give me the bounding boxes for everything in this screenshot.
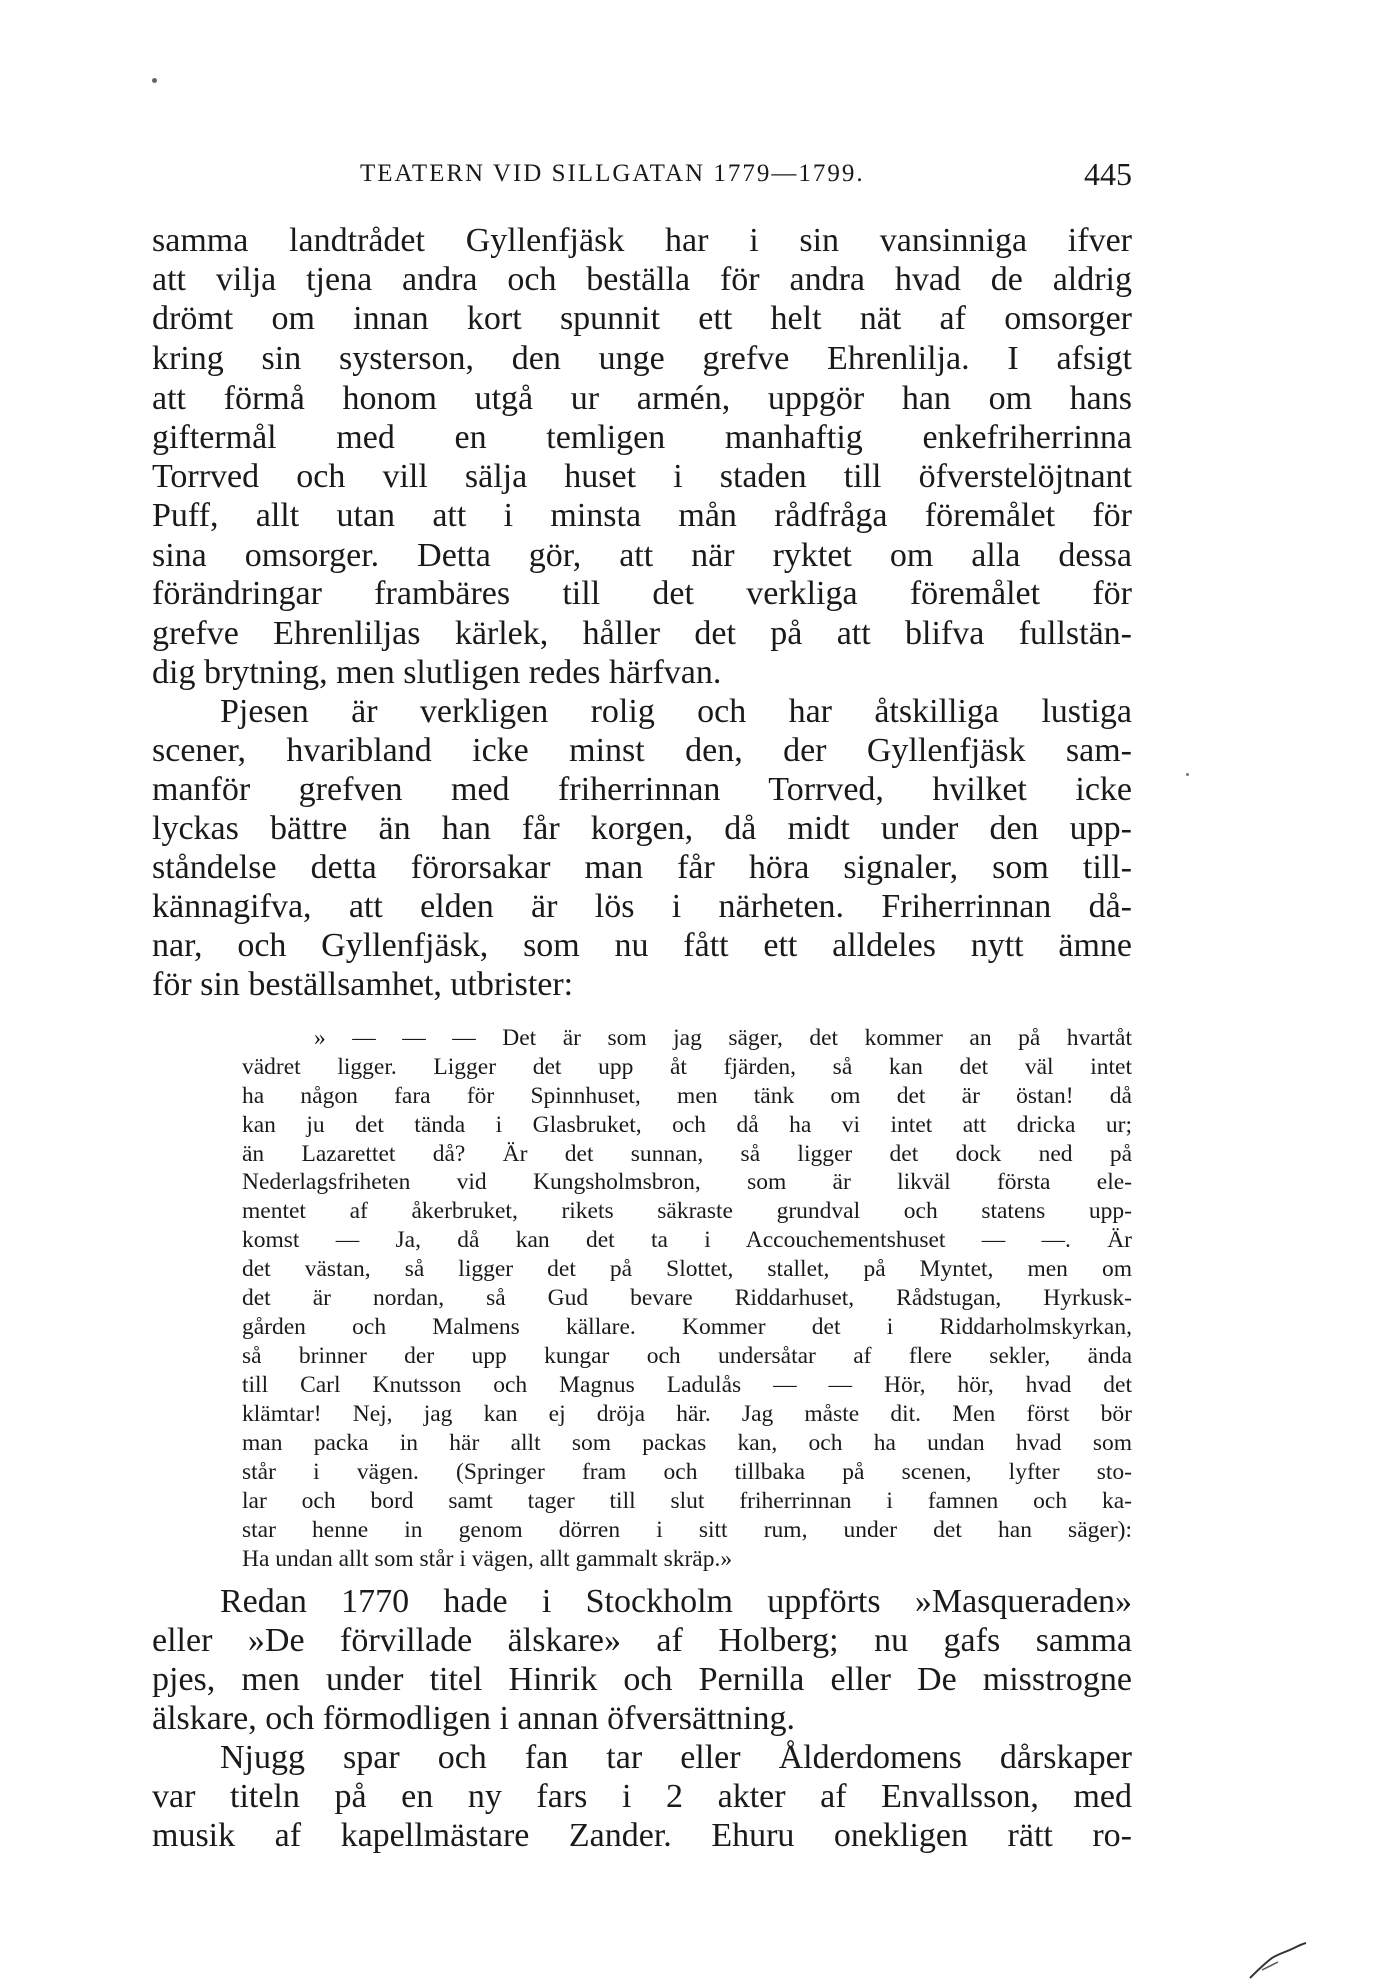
text-line: giftermål med en temligen manhaftig enkefriherrinna	[152, 419, 1132, 456]
quote-line: komst — Ja, då kan det ta i Accouchementshuset — —. Är	[242, 1227, 1132, 1253]
text-line: Torrved och vill sälja huset i staden till öfverstelöjtnant	[152, 458, 1132, 495]
text-line: samma landtrådet Gyllenfjäsk har i sin vansinniga ifver	[152, 222, 1132, 259]
text-line: sina omsorger. Detta gör, att när ryktet om alla dessa	[152, 537, 1132, 574]
text-line: kännagifva, att elden är lös i närheten. Friherrinnan då-	[152, 888, 1132, 925]
quote-line: till Carl Knutsson och Magnus Ladulås — — Hör, hör, hvad det	[242, 1372, 1132, 1398]
pen-squiggle-mark	[1248, 1940, 1308, 1980]
text-line: för sin beställsamhet, utbrister:	[152, 966, 574, 1003]
stray-dot-mark	[152, 78, 157, 83]
text-line: Puff, allt utan att i minsta mån rådfråga föremålet för	[152, 497, 1132, 534]
text-line: nar, och Gyllenfjäsk, som nu fått ett alldeles nytt ämne	[152, 927, 1132, 964]
quote-line: står i vägen. (Springer fram och tillbaka på scenen, lyfter sto-	[242, 1459, 1132, 1485]
quote-line: star henne in genom dörren i sitt rum, under det han säger):	[242, 1517, 1132, 1543]
text-line: Redan 1770 hade i Stockholm uppförts »Masqueraden»	[220, 1583, 1132, 1620]
quote-line: man packa in här allt som packas kan, och ha undan hvad som	[242, 1430, 1132, 1456]
quote-line: Ha undan allt som står i vägen, allt gammalt skräp.»	[242, 1546, 733, 1572]
page-header	[152, 156, 1132, 196]
text-line: musik af kapellmästare Zander. Ehuru onekligen rätt ro-	[152, 1817, 1132, 1854]
quote-line: Nederlagsfriheten vid Kungsholmsbron, som är likväl första ele-	[242, 1169, 1132, 1195]
quote-line: så brinner der upp kungar och undersåtar af flere sekler, ända	[242, 1343, 1132, 1369]
text-line: scener, hvaribland icke minst den, der Gyllenfjäsk sam-	[152, 732, 1132, 769]
text-line: grefve Ehrenliljas kärlek, håller det på att blifva fullstän-	[152, 615, 1132, 652]
text-line: eller »De förvillade älskare» af Holberg; nu gafs samma	[152, 1622, 1132, 1659]
running-title: TEATERN VID SILLGATAN 1779—1799.	[360, 160, 865, 187]
quote-line: » — — — Det är som jag säger, det kommer an på hvartåt	[314, 1025, 1132, 1051]
quote-line: lar och bord samt tager till slut friherrinnan i famnen och ka-	[242, 1488, 1132, 1514]
text-line: lyckas bättre än han får korgen, då midt under den upp-	[152, 810, 1132, 847]
text-line: kring sin systerson, den unge grefve Ehrenlilja. I afsigt	[152, 340, 1132, 377]
quote-line: gården och Malmens källare. Kommer det i Riddarholmskyrkan,	[242, 1314, 1132, 1340]
quote-line: vädret ligger. Ligger det upp åt fjärden, så kan det väl intet	[242, 1054, 1132, 1080]
text-line: älskare, och förmodligen i annan öfversättning.	[152, 1700, 795, 1737]
quote-line: det är nordan, så Gud bevare Riddarhuset, Rådstugan, Hyrkusk-	[242, 1285, 1132, 1311]
text-line: Njugg spar och fan tar eller Ålderdomens dårskaper	[220, 1739, 1132, 1776]
quote-line: klämtar! Nej, jag kan ej dröja här. Jag måste dit. Men först bör	[242, 1401, 1132, 1427]
quote-line: ha någon fara för Spinnhuset, men tänk om det är östan! då	[242, 1083, 1132, 1109]
margin-dot-mark	[1186, 773, 1189, 776]
text-line: pjes, men under titel Hinrik och Pernilla eller De misstrogne	[152, 1661, 1132, 1698]
text-line: Pjesen är verkligen rolig och har åtskilliga lustiga	[220, 693, 1132, 730]
page-number: 445	[1084, 156, 1132, 192]
text-line: dig brytning, men slutligen redes härfvan.	[152, 654, 722, 691]
quote-line: kan ju det tända i Glasbruket, och då ha vi intet att dricka ur;	[242, 1112, 1132, 1138]
text-line: var titeln på en ny fars i 2 akter af Envallsson, med	[152, 1778, 1132, 1815]
text-line: ståndelse detta förorsakar man får höra signaler, som till-	[152, 849, 1132, 886]
quote-line: än Lazarettet då? Är det sunnan, så ligger det dock ned på	[242, 1141, 1132, 1167]
quote-line: mentet af åkerbruket, rikets säkraste grundval och statens upp-	[242, 1198, 1132, 1224]
text-line: att vilja tjena andra och beställa för andra hvad de aldrig	[152, 261, 1132, 298]
text-line: att förmå honom utgå ur armén, uppgör han om hans	[152, 380, 1132, 417]
text-line: manför grefven med friherrinnan Torrved, hvilket icke	[152, 771, 1132, 808]
text-line: drömt om innan kort spunnit ett helt nät af omsorger	[152, 300, 1132, 337]
text-line: förändringar frambäres till det verkliga föremålet för	[152, 575, 1132, 612]
quote-line: det västan, så ligger det på Slottet, stallet, på Myntet, men om	[242, 1256, 1132, 1282]
